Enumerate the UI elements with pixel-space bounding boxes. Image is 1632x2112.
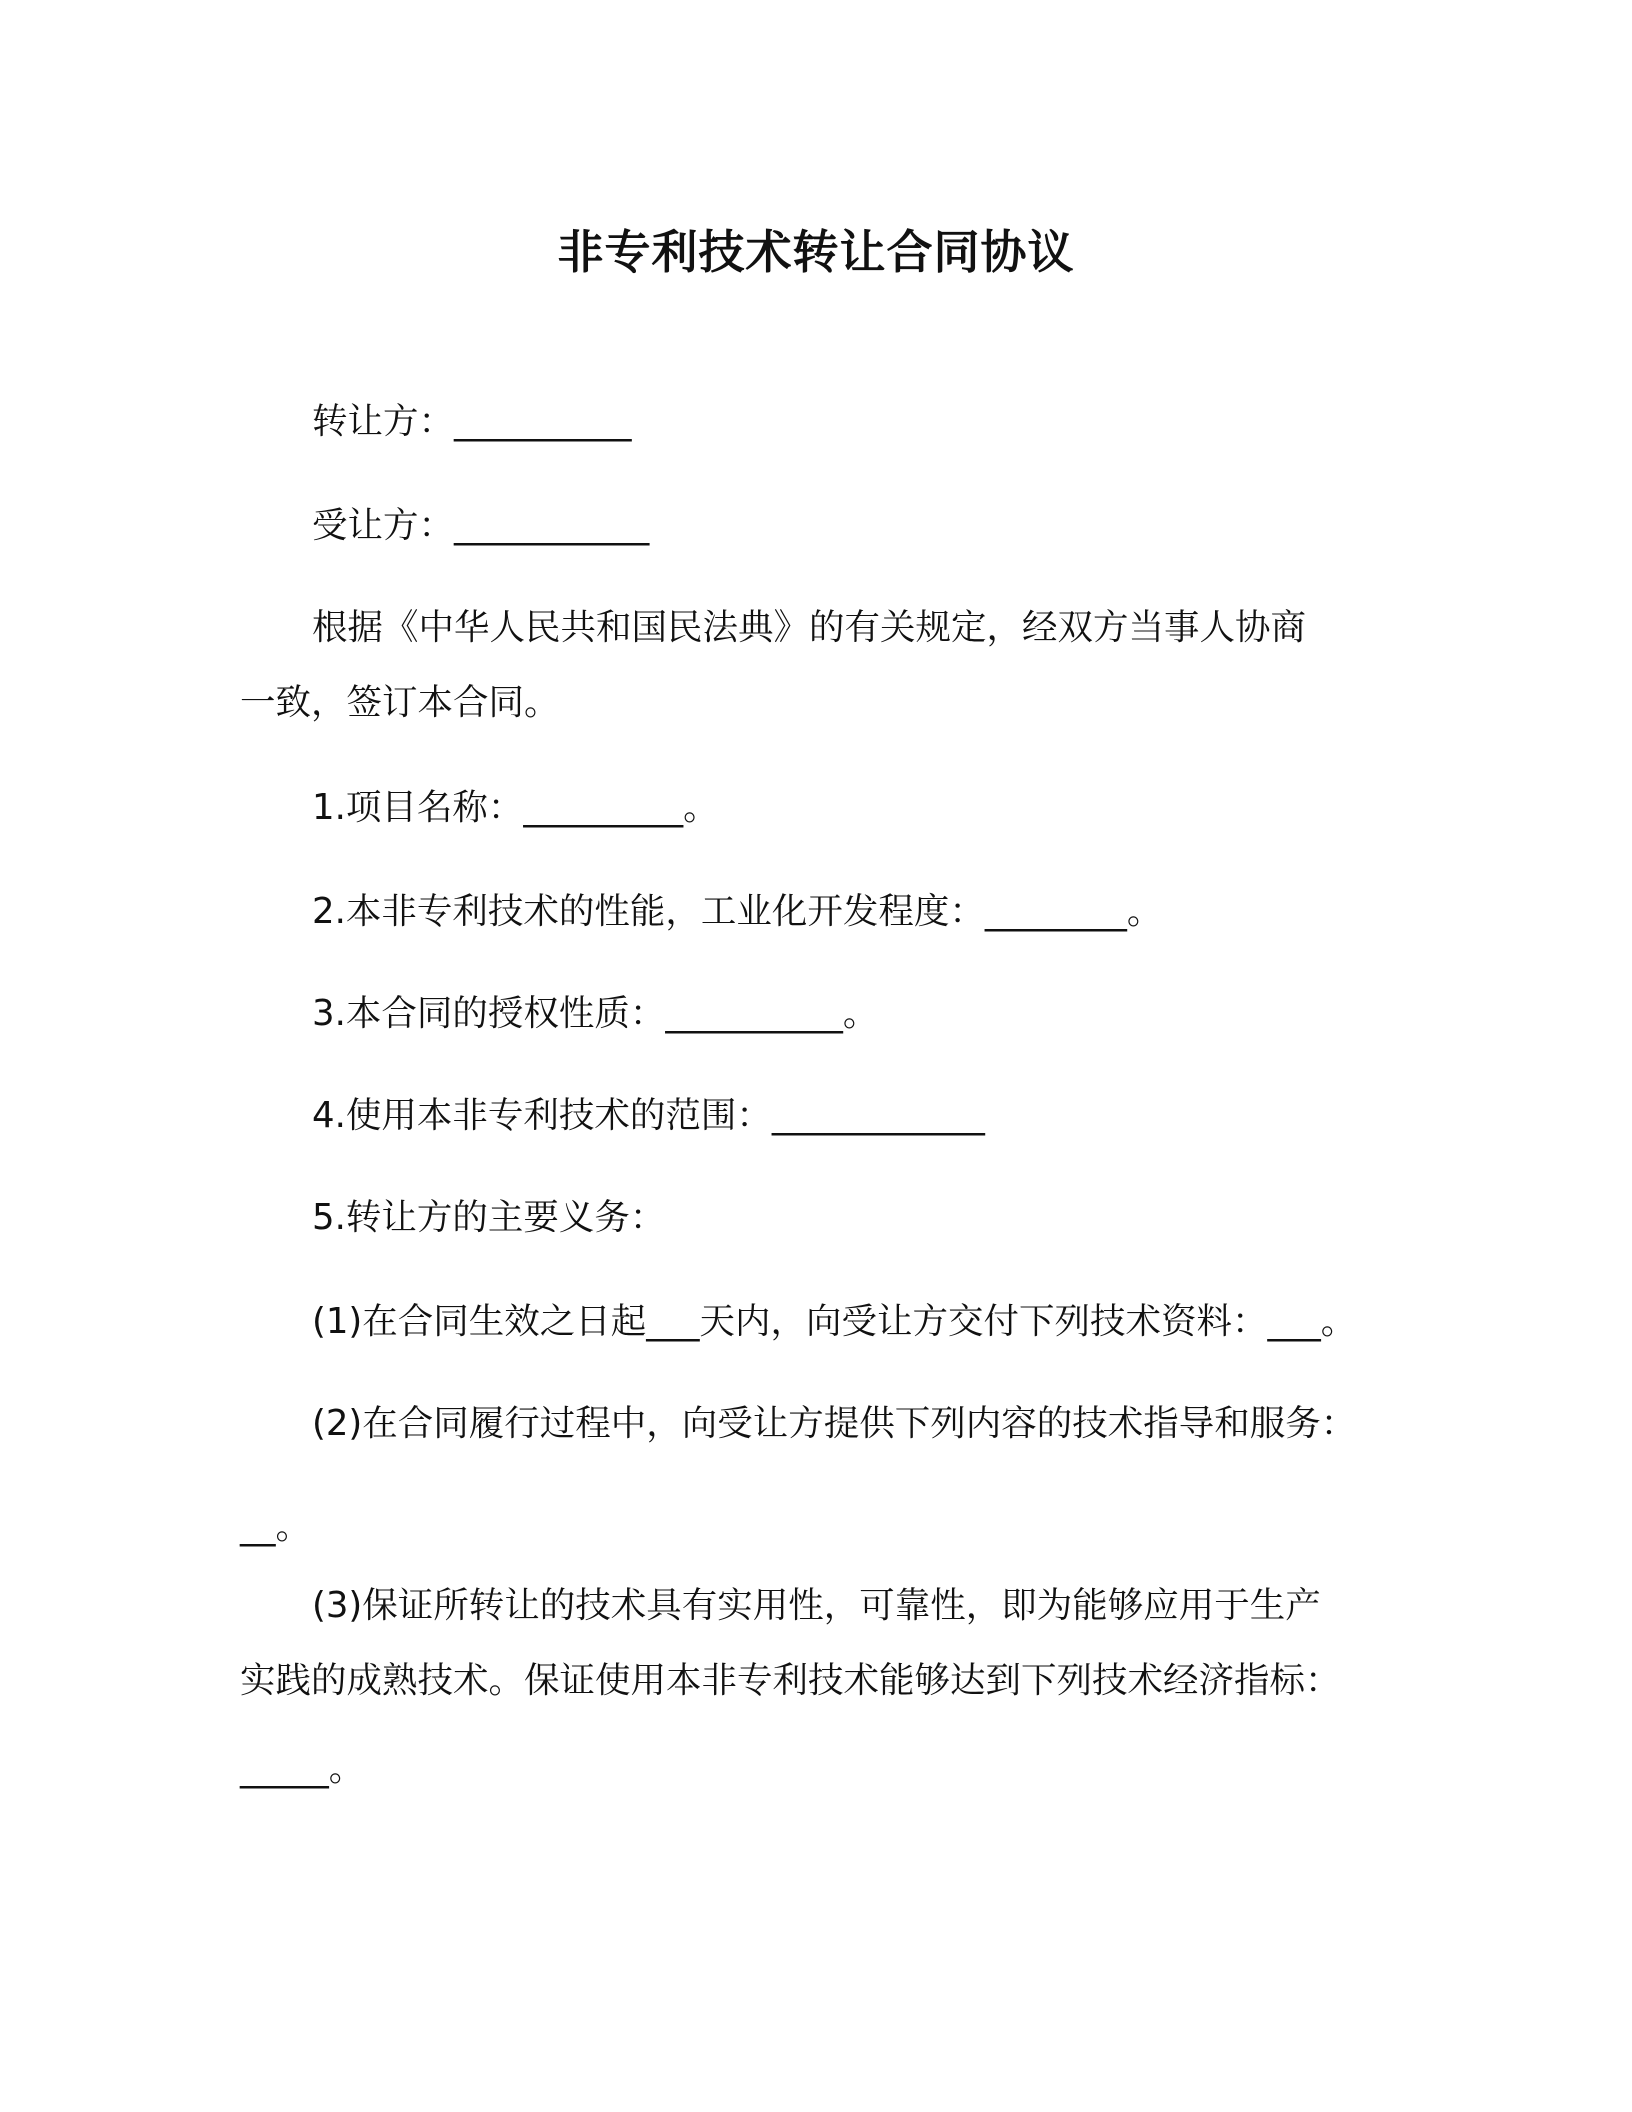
sub-item-3 <box>240 1576 1392 1799</box>
sub-item-2-line-1: (2)在合同履行过程中，向受让方提供下列内容的技术指导和服务： <box>312 1403 1357 1444</box>
transferee-line <box>240 496 1464 556</box>
item-3 <box>240 984 1464 1044</box>
preamble-line-2: 一致，签订本合同。 <box>240 682 560 723</box>
item-2 <box>240 882 1464 942</box>
document-title: 非专利技术转让合同协议 <box>557 225 1075 279</box>
preamble-line-1: 根据《中华人民共和国民法典》的有关规定，经双方当事人协商 <box>312 607 1307 648</box>
item-1 <box>240 778 1464 838</box>
transferor-line <box>240 392 1464 452</box>
item-2-text: 2.本非专利技术的性能，工业化开发程度：________。 <box>312 891 1163 932</box>
sub-item-1 <box>240 1292 1464 1352</box>
sub-item-3-line-1: (3)保证所转让的技术具有实用性，可靠性，即为能够应用于生产 <box>312 1585 1321 1626</box>
item-4 <box>240 1086 1464 1146</box>
transferee-text: 受让方：___________ <box>312 505 650 546</box>
item-3-text: 3.本合同的授权性质：__________。 <box>312 993 879 1034</box>
item-5-text: 5.转让方的主要义务： <box>312 1197 666 1238</box>
sub-item-3-line-3: _____。 <box>240 1748 365 1789</box>
transferor-text: 转让方：__________ <box>312 401 632 442</box>
sub-item-3-line-2: 实践的成熟技术。保证使用本非专利技术能够达到下列技术经济指标： <box>240 1660 1341 1701</box>
sub-item-2-line-2: __。 <box>240 1506 312 1547</box>
item-5 <box>240 1188 1464 1248</box>
item-4-text: 4.使用本非专利技术的范围：____________ <box>312 1095 985 1136</box>
preamble-paragraph <box>240 598 1392 733</box>
item-1-text: 1.项目名称：_________。 <box>312 787 719 828</box>
sub-item-2 <box>240 1394 1392 1557</box>
sub-item-1-text: (1)在合同生效之日起___天内，向受让方交付下列技术资料：___。 <box>312 1301 1357 1342</box>
